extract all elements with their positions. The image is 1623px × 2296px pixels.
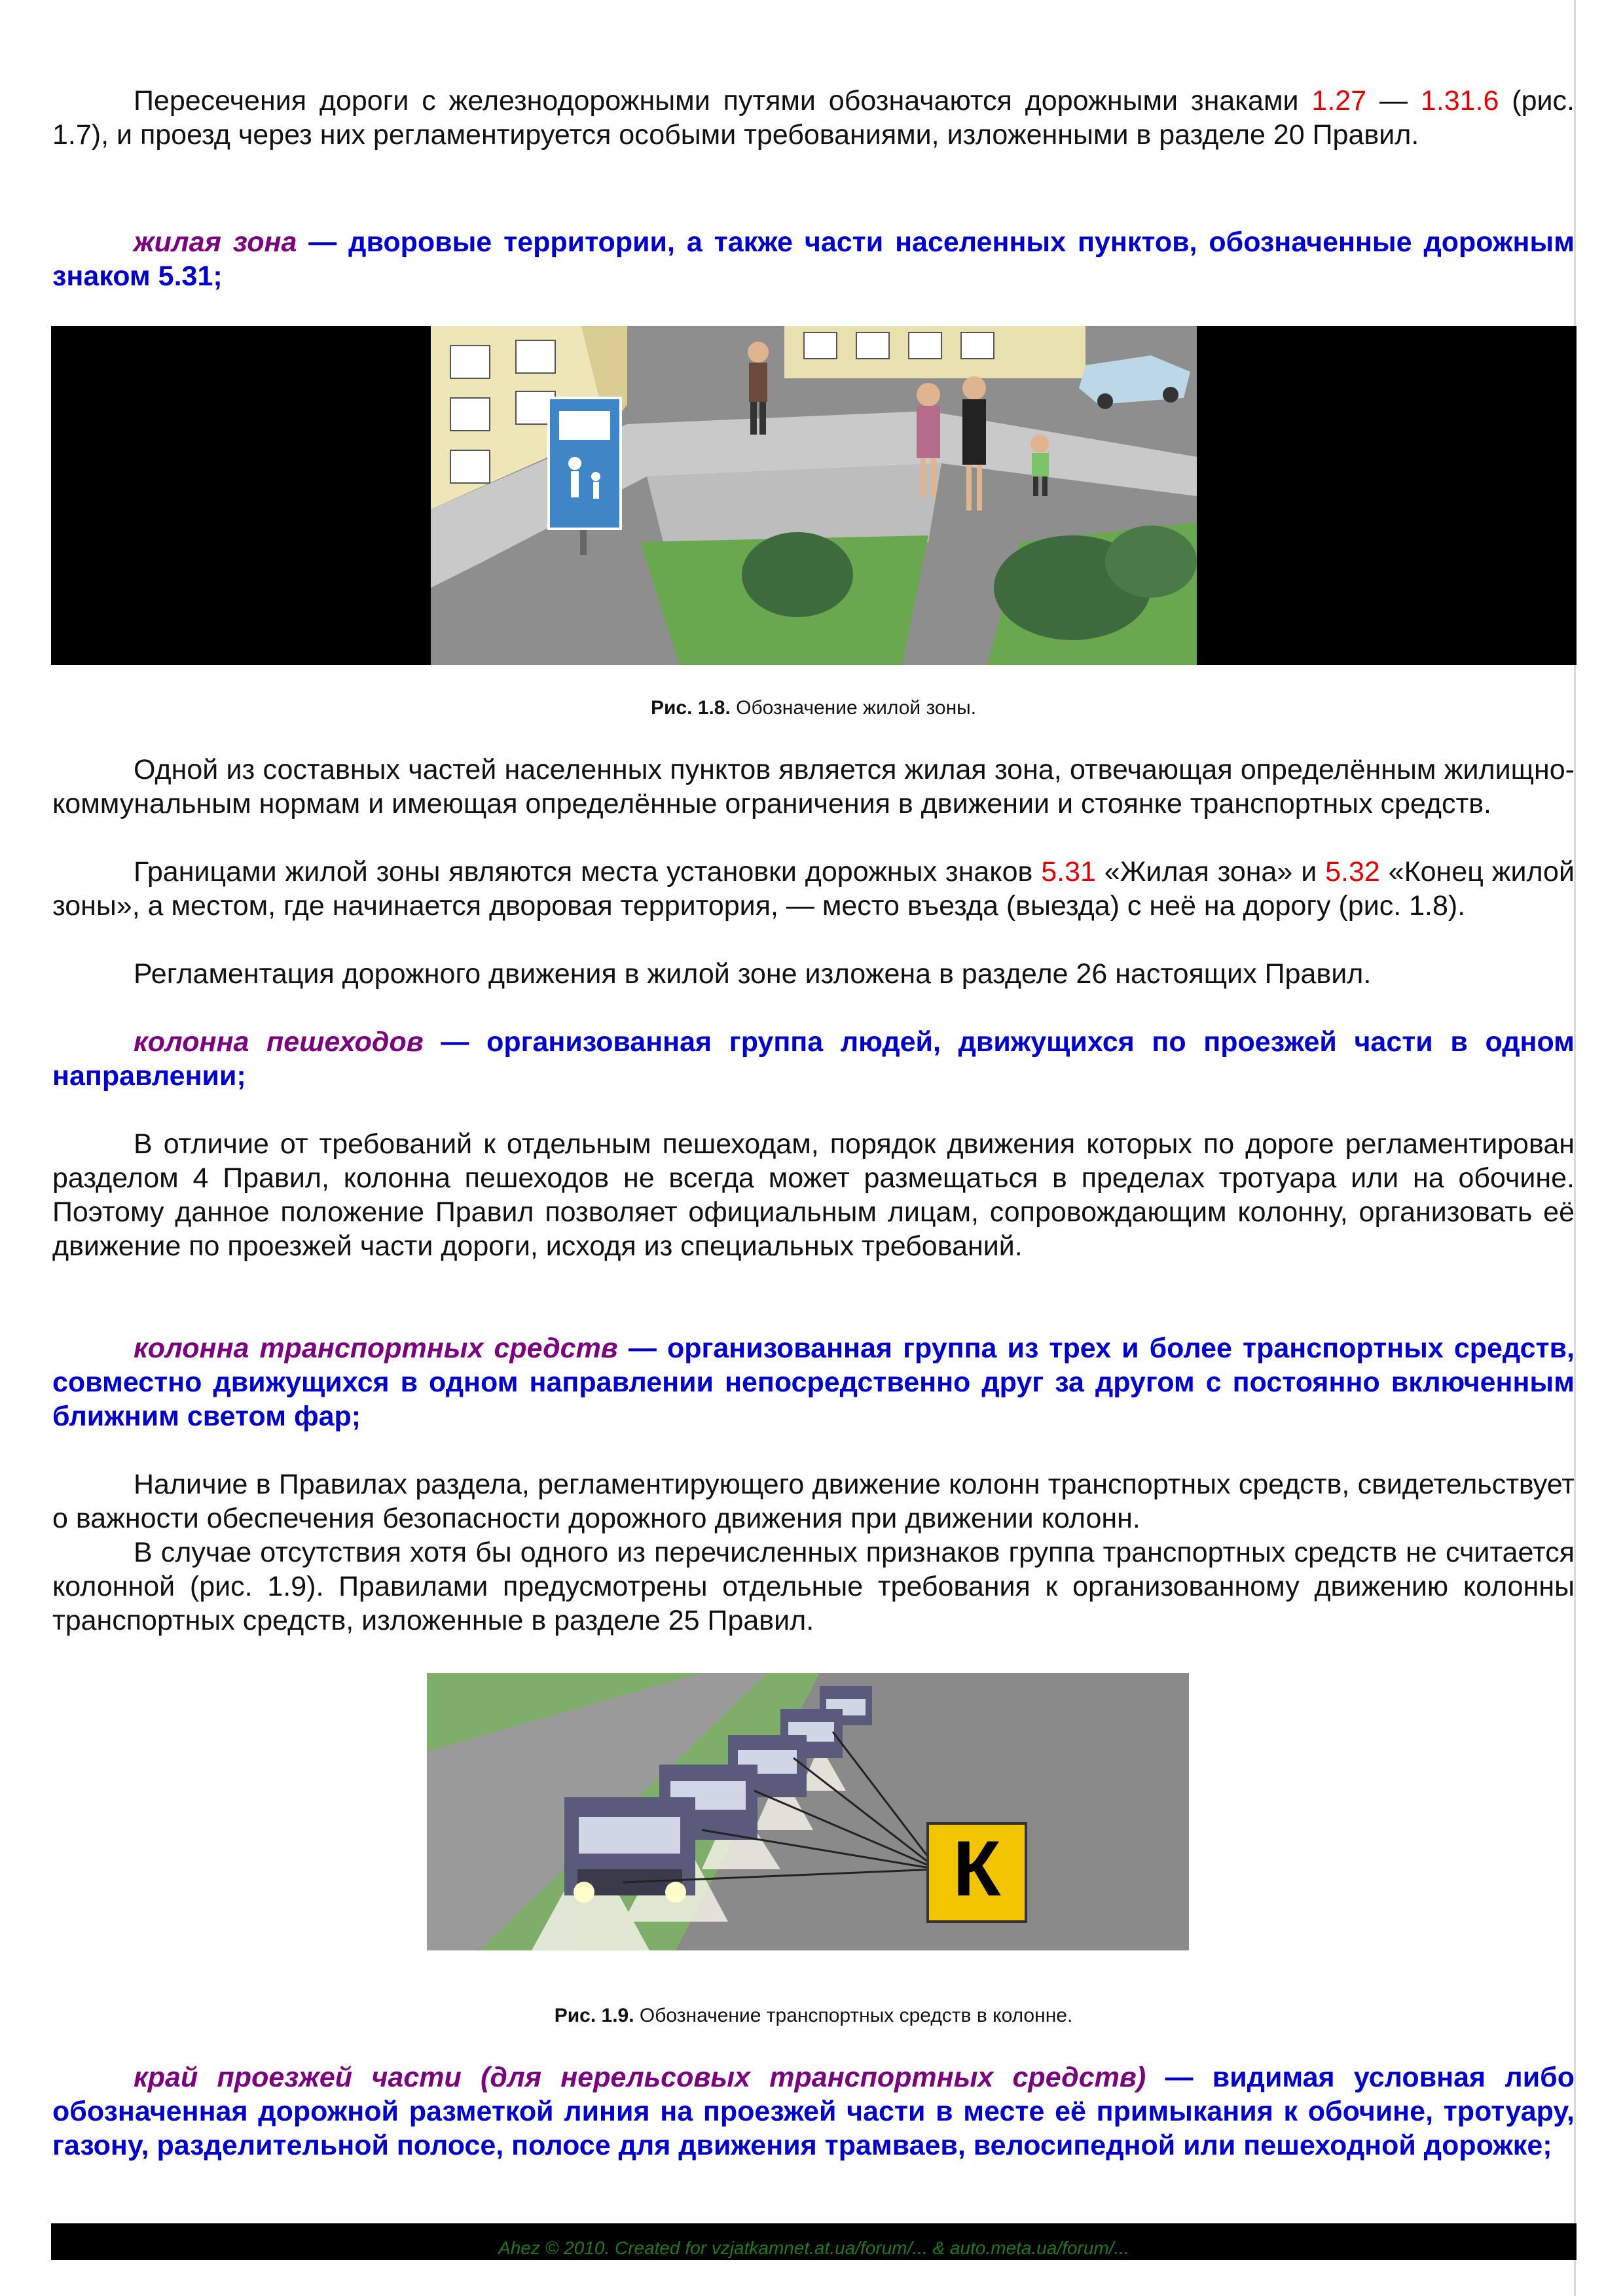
text: Пересечения дороги с железнодорожными путями обозначаются дорожными знаками (134, 85, 1312, 117)
text: Регламентация дорожного движения в жилой зоне изложена в разделе 26 настоящих Правил. (134, 958, 1372, 990)
text: Наличие в Правилах раздела, регламентирующего движение колонн транспортных средств, свидетельствует о важности обеспечения безопасности дорожного движения при движении колонн. (52, 1469, 1575, 1534)
definition-text: — видимая условная либо обозначенная дорожной разметкой линия на проезжей части в месте её примыкания к обочине, тротуару, газону, разделительной полосе, полосе для движения трамваев, велосипедной или пешеходной дорожке; (52, 2062, 1575, 2161)
term: колонна пешеходов (134, 1026, 424, 1058)
paragraph-railway-crossings (52, 84, 1575, 152)
paragraph-residential-zone-3 (52, 957, 1575, 991)
sign-link-5-31[interactable]: 5.31 (158, 260, 213, 292)
sign-link-5-32[interactable]: 5.32 (1325, 856, 1380, 888)
sign-link-1-31-6[interactable]: 1.31.6 (1420, 85, 1499, 117)
text: — (1366, 85, 1421, 117)
definition-text: — организованная группа людей, движущихся по проезжей части в одном направлении; (52, 1026, 1575, 1092)
text: Одной из составных частей населенных пунктов является жилая зона, отвечающая определённым жилищно-коммунальным нормам и имеющая определённые ограничения в движении и стоянке транспортных средств. (52, 754, 1575, 819)
figure-vehicle-column (427, 1673, 1189, 1950)
definition-text: — дворовые территории, а также части населенных пунктов, обозначенные дорожным знаком (52, 226, 1575, 292)
text: В случае отсутствия хотя бы одного из перечисленных признаков группа транспортных средств не считается колонной (рис. 1.9). Правилами предусмотрены отдельные требования к организованному движению колонны транспортных средств, изложенные в разделе 25 Правил. (52, 1537, 1575, 1636)
figure-caption-1-9 (52, 2004, 1575, 2028)
figure-number: Рис. 1.8. (650, 697, 731, 719)
definition-pedestrian-column (52, 1025, 1575, 1093)
text: В отличие от требований к отдельным пешеходам, порядок движения которых по дороге регламентирован разделом 4 Правил, колонна пешеходов не всегда может размещаться в пределах тротуара или на обочине. Поэтому данное положение Правил позволяет официальным лицам, сопровождающим колонну, организовать её движение по проезжей части дороги, исходя из специальных требований. (52, 1128, 1575, 1262)
paragraph-vehicle-column-2 (52, 1535, 1575, 1638)
page-footer (51, 2223, 1577, 2260)
figure-residential-zone (51, 326, 1577, 665)
text: (рис. 1.7), и проезд через них регламентируется особыми требованиями, изложенными в разделе 20 Правил. (52, 85, 1575, 151)
definition-end: ; (213, 260, 223, 292)
term: колонна транспортных средств (134, 1333, 618, 1364)
footer-credits: Ahez © 2010. Created for vzjatkamnet.at.ua/forum/... & auto.meta.ua/forum/... (498, 2238, 1129, 2258)
vehicle-column-illustration (427, 1673, 1189, 1950)
paragraph-residential-zone-2 (52, 855, 1575, 923)
figure-caption-1-8 (52, 696, 1575, 720)
text: «Конец жилой зоны», а местом, где начинается дворовая территория, — место въезда (выезда) с неё на дорогу (рис. 1.8). (52, 856, 1575, 922)
paragraph-vehicle-column-1 (52, 1467, 1575, 1535)
text: «Жилая зона» и (1095, 856, 1326, 888)
term: край проезжей части (для нерельсовых транспортных средств) (134, 2062, 1146, 2093)
definition-carriageway-edge (52, 2060, 1575, 2162)
definition-vehicle-column (52, 1331, 1575, 1433)
figure-number: Рис. 1.9. (554, 2005, 634, 2026)
sign-link-5-31[interactable]: 5.31 (1041, 856, 1096, 888)
sign-link-1-27[interactable]: 1.27 (1311, 85, 1367, 117)
definition-text: — организованная группа из трех и более транспортных средств, совместно движущихся в одном направлении непосредственно друг за другом с постоянно включенным ближним светом фар; (52, 1333, 1575, 1432)
paragraph-pedestrian-column (52, 1127, 1575, 1263)
paragraph-residential-zone-1 (52, 753, 1575, 821)
term: жилая зона (134, 226, 297, 258)
text: Границами жилой зоны являются места установки дорожных знаков (134, 856, 1042, 888)
definition-residential-zone (52, 225, 1575, 293)
figure-title: Обозначение жилой зоны. (730, 697, 977, 719)
figure-title: Обозначение транспортных средств в колонне. (634, 2005, 1073, 2026)
k-sign-letter: К (953, 1825, 1001, 1912)
residential-zone-illustration (51, 326, 1577, 665)
